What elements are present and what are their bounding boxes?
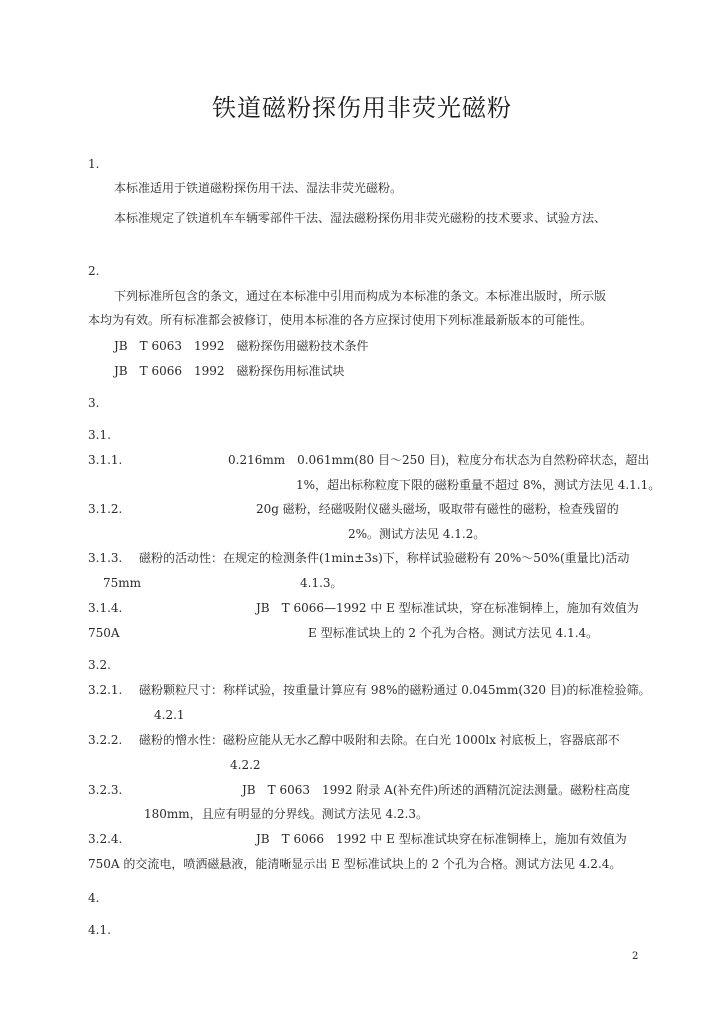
clause-3-1-2-line-1: 20g 磁粉，经磁吸附仪磁头磁场，吸取带有磁性的磁粉，检查残留的: [256, 502, 619, 516]
section-4-1-heading: 4.1.: [88, 923, 111, 937]
page-number: 2: [632, 951, 639, 962]
clause-3-2-3-line-2: 180mm，且应有明显的分界线。测试方法见 4.2.3。: [144, 807, 429, 821]
clause-3-2-2-number: 3.2.2.: [88, 733, 123, 747]
clause-3-1-1-number: 3.1.1.: [88, 453, 123, 467]
section-4-heading: 4.: [88, 891, 100, 905]
section-2-heading: 2.: [88, 264, 100, 278]
clause-3-2-2-line-1: 磁粉的憎水性：磁粉应能从无水乙醇中吸附和去除。在白光 1000lx 衬底板上，容器底部不: [139, 733, 620, 747]
section-2-reference-2: JB T 6066 1992 磁粉探伤用标准试块: [114, 364, 345, 378]
section-1-text-line-1: 本标准适用于铁道磁粉探伤用干法、湿法非荧光磁粉。: [114, 181, 403, 195]
section-2-text-line-1: 下列标准所包含的条文，通过在本标准中引用而构成为本标准的条文。本标准出版时，所示版: [114, 289, 607, 303]
clause-3-2-3-number: 3.2.3.: [88, 783, 123, 797]
clause-3-2-3-line-1: JB T 6063 1992 附录 A(补充件)所述的酒精沉淀法测量。磁粉柱高度: [242, 783, 631, 797]
clause-3-2-4-line-1: JB T 6066 1992 中 E 型标准试块穿在标准铜棒上，施加有效值为: [256, 832, 627, 846]
clause-3-1-1-line-1: 0.216mm 0.061mm(80 目～250 目)，粒度分布状态为自然粉碎状态，超出: [228, 453, 650, 467]
clause-3-1-4-line-2a: 750A: [88, 626, 120, 640]
clause-3-1-3-line-2b: 4.1.3。: [300, 576, 343, 590]
clause-3-1-4-line-2b: E 型标准试块上的 2 个孔为合格。测试方法见 4.1.4。: [308, 626, 599, 640]
section-2-text-line-2: 本均为有效。所有标准都会被修订，使用本标准的各方应探讨使用下列标准最新版本的可能性。: [88, 313, 593, 327]
clause-3-2-4-number: 3.2.4.: [88, 832, 123, 846]
clause-3-1-1-line-2: 1%，超出标称粒度下限的磁粉重量不超过 8%，测试方法见 4.1.1。: [296, 478, 661, 492]
clause-3-1-3-line-2a: 75mm: [103, 576, 142, 590]
clause-3-2-2-line-2: 4.2.2: [230, 758, 261, 772]
clause-3-2-1-line-2: 4.2.1: [154, 708, 185, 722]
clause-3-1-3-line-1: 磁粉的活动性：在规定的检测条件(1min±3s)下，称样试验磁粉有 20%～50%(重量比)活动: [139, 551, 630, 565]
section-3-1-heading: 3.1.: [88, 428, 111, 442]
clause-3-1-4-number: 3.1.4.: [88, 601, 123, 615]
clause-3-2-1-number: 3.2.1.: [88, 683, 123, 697]
section-3-heading: 3.: [88, 396, 100, 410]
section-1-text-line-2: 本标准规定了铁道机车车辆零部件干法、湿法磁粉探伤用非荧光磁粉的技术要求、试验方法、: [114, 211, 607, 225]
clause-3-1-3-number: 3.1.3.: [88, 551, 123, 565]
clause-3-1-2-line-2: 2%。测试方法见 4.1.2。: [348, 527, 486, 541]
section-3-2-heading: 3.2.: [88, 658, 111, 672]
section-1-heading: 1.: [88, 157, 100, 171]
document-title: 铁道磁粉探伤用非荧光磁粉: [212, 94, 512, 122]
clause-3-2-4-line-2: 750A 的交流电，喷洒磁悬液，能清晰显示出 E 型标准试块上的 2 个孔为合格。测试方法见 4.2.4。: [88, 857, 622, 871]
section-2-reference-1: JB T 6063 1992 磁粉探伤用磁粉技术条件: [114, 339, 369, 353]
clause-3-1-2-number: 3.1.2.: [88, 502, 123, 516]
clause-3-1-4-line-1: JB T 6066—1992 中 E 型标准试块，穿在标准铜棒上，施加有效值为: [256, 601, 639, 615]
clause-3-2-1-line-1: 磁粉颗粒尺寸：称样试验，按重量计算应有 98%的磁粉通过 0.045mm(320 目)的标准检验筛。: [139, 683, 651, 697]
